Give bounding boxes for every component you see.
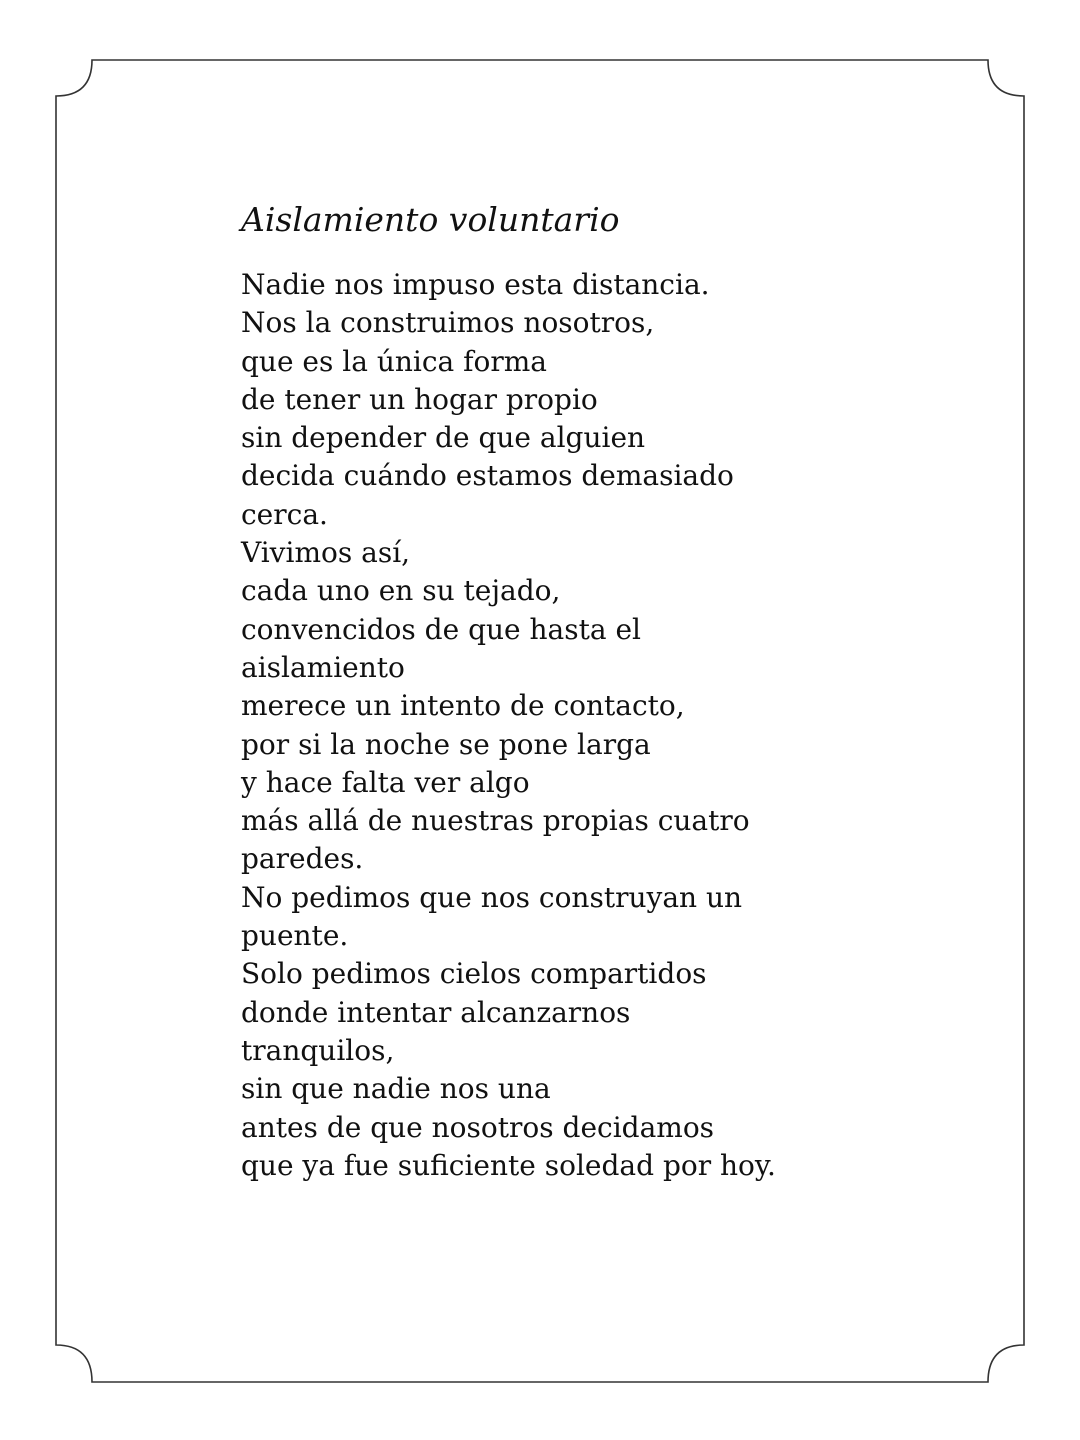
poem-line: convencidos de que hasta el [241, 612, 641, 646]
poem-line: que es la única forma [241, 344, 547, 378]
poem-line: y hace falta ver algo [241, 765, 530, 799]
poem-line: cada uno en su tejado, [241, 574, 561, 608]
poem-title: Aislamiento voluntario [241, 200, 620, 239]
poem-line: paredes. [241, 842, 364, 876]
poem-line: de tener un hogar propio [241, 382, 598, 416]
poem-line: más allá de nuestras propias cuatro [241, 804, 750, 838]
poem-line: Nos la construimos nosotros, [241, 306, 655, 340]
poem-line: cerca. [241, 497, 328, 531]
poem-line: sin que nadie nos una [241, 1072, 551, 1106]
poem-line: aislamiento [241, 650, 405, 684]
poem-line: donde intentar alcanzarnos [241, 995, 631, 1029]
poem-line: puente. [241, 919, 349, 953]
poem-line: por si la noche se pone larga [241, 727, 651, 761]
poem-line: Solo pedimos cielos compartidos [241, 957, 707, 991]
poem-line: antes de que nosotros decidamos [241, 1110, 715, 1144]
poem-line: Vivimos así, [241, 536, 411, 570]
poem-body [241, 266, 1001, 1185]
poem-line: decida cuándo estamos demasiado [241, 459, 734, 493]
poem-line: merece un intento de contacto, [241, 689, 685, 723]
poem-line: tranquilos, [241, 1033, 395, 1067]
poem-line: Nadie nos impuso esta distancia. [241, 268, 710, 301]
poem-line: No pedimos que nos construyan un [241, 880, 743, 914]
poem-line: que ya fue suficiente soledad por hoy. [241, 1148, 776, 1182]
poem-line: sin depender de que alguien [241, 421, 646, 455]
poem [241, 196, 1001, 1185]
